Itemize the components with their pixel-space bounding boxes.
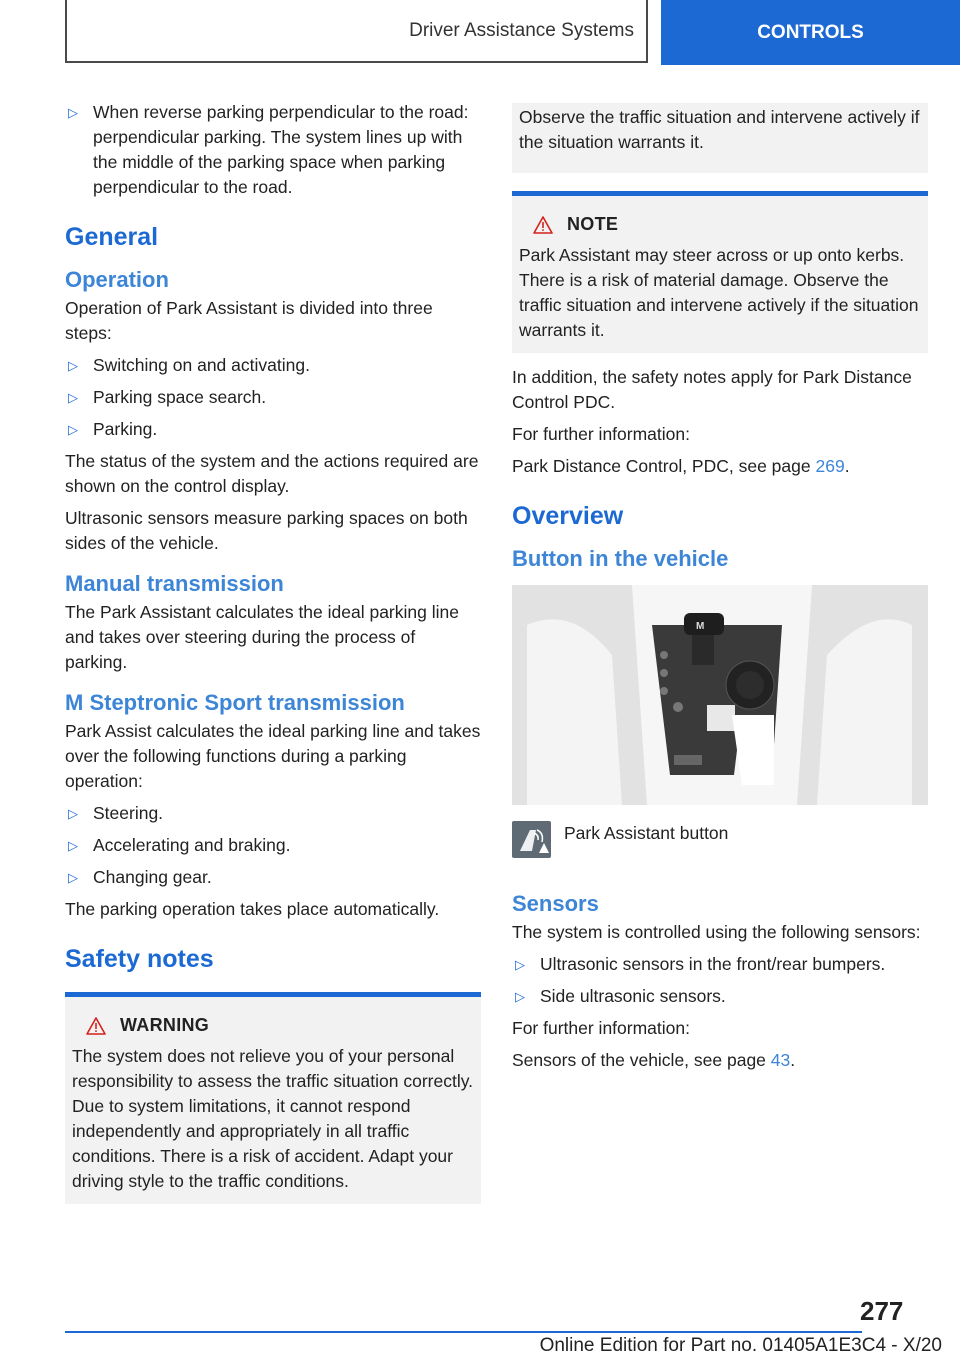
list-item (65, 801, 481, 826)
warning-triangle-icon (533, 216, 553, 234)
manual-text: The Park Assistant calculates the ideal parking line and takes over steering during the process of parking. (65, 602, 459, 672)
right-column (512, 103, 928, 1080)
pdc-reference (512, 454, 928, 479)
heading-safety-notes: Safety notes (65, 945, 214, 973)
park-assistant-icon (512, 821, 551, 858)
list-item-text: Steering. (93, 803, 164, 823)
heading-button-in-vehicle: Button in the vehicle (512, 546, 729, 571)
footer-edition: Online Edition for Part no. 01405A1E3C4 - X/20 (539, 1335, 942, 1356)
list-item (65, 353, 481, 378)
footer-divider (65, 1331, 862, 1333)
ultrasonic-text: Ultrasonic sensors measure parking spaces on both sides of the vehicle. (65, 508, 468, 553)
warning-text: The system does not relieve you of your personal responsibility to assess the traffic situation correctly. Due to system limitations, it cannot respond independently and appropriately in all traffic conditions. There is a risk of accident. Adapt your driving style to the traffic conditions. (72, 1046, 474, 1191)
triangle-bullet-icon: ▷ (68, 806, 78, 821)
heading-overview: Overview (512, 502, 624, 530)
page-number: 277 (860, 1296, 904, 1326)
pdc-page-link[interactable]: 269 (815, 456, 845, 476)
vehicle-console-image (512, 585, 928, 805)
list-item (65, 385, 481, 410)
heading-steptronic: M Steptronic Sport transmission (65, 690, 405, 715)
pdc-ref-suffix: . (844, 456, 850, 476)
triangle-bullet-icon: ▷ (68, 390, 78, 405)
status-text: The status of the system and the actions required are shown on the control display. (65, 451, 479, 496)
left-column (65, 100, 481, 1216)
warning-box (65, 992, 481, 1204)
pdc-text: In addition, the safety notes apply for Park Distance Control PDC. (512, 367, 912, 412)
triangle-bullet-icon: ▷ (515, 989, 525, 1004)
list-item (65, 417, 481, 442)
triangle-bullet-icon: ▷ (68, 358, 78, 373)
heading-manual-transmission: Manual transmission (65, 571, 284, 596)
button-caption: Park Assistant button (564, 823, 729, 843)
steptronic-list (65, 801, 481, 890)
list-item-text: Side ultrasonic sensors. (540, 986, 726, 1006)
heading-general: General (65, 223, 159, 251)
list-item-text: Ultrasonic sensors in the front/rear bumpers. (540, 954, 886, 974)
warning-title: WARNING (120, 1015, 210, 1035)
operation-text: Operation of Park Assistant is divided into three steps: (65, 298, 433, 343)
auto-text: The parking operation takes place automatically. (65, 899, 440, 919)
header-section-title (65, 0, 648, 63)
triangle-bullet-icon: ▷ (515, 957, 525, 972)
park-assistant-button-row (512, 821, 928, 858)
list-item-text: When reverse parking perpendicular to the road: perpendicular parking. The system lines up with the middle of the parking space when parking perpendicular to the road. (93, 102, 469, 197)
triangle-bullet-icon: ▷ (68, 422, 78, 437)
observe-box (512, 103, 928, 173)
list-item-text: Parking. (93, 419, 158, 439)
warning-triangle-icon (86, 1017, 106, 1035)
note-text: Park Assistant may steer across or up onto kerbs. There is a risk of material damage. Observe the traffic situation and intervene actively if the situation warrants it. (519, 245, 919, 340)
warning-header (86, 1013, 474, 1038)
list-item (512, 984, 928, 1009)
further-info-label-2: For further information: (512, 1018, 690, 1038)
list-item-text: Parking space search. (93, 387, 267, 407)
sensors-ref-suffix: . (790, 1050, 796, 1070)
list-item (65, 865, 481, 890)
header-chapter-label: CONTROLS (757, 21, 864, 43)
note-header (533, 212, 921, 237)
triangle-bullet-icon: ▷ (68, 838, 78, 853)
sensors-reference (512, 1048, 928, 1073)
intro-list (65, 100, 481, 200)
triangle-bullet-icon: ▷ (68, 870, 78, 885)
heading-operation: Operation (65, 267, 169, 292)
further-info-label: For further information: (512, 424, 690, 444)
pdc-ref-prefix: Park Distance Control, PDC, see page (512, 456, 816, 476)
note-title: NOTE (567, 214, 619, 234)
sensors-page-link[interactable]: 43 (770, 1050, 791, 1070)
svg-text:M: M (696, 621, 705, 632)
steptronic-text: Park Assist calculates the ideal parking line and takes over the following functions during a parking operation: (65, 721, 481, 791)
sensors-text: The system is controlled using the following sensors: (512, 922, 921, 942)
list-item (65, 833, 481, 858)
operation-steps-list (65, 353, 481, 442)
sensors-list (512, 952, 928, 1009)
list-item (512, 952, 928, 977)
sensors-ref-prefix: Sensors of the vehicle, see page (512, 1050, 771, 1070)
header-section-label: Driver Assistance Systems (409, 19, 634, 41)
list-item-text: Changing gear. (93, 867, 212, 887)
header-chapter-tab[interactable] (661, 0, 960, 65)
list-item-text: Switching on and activating. (93, 355, 310, 375)
observe-text: Observe the traffic situation and intervene actively if the situation warrants it. (519, 107, 920, 152)
triangle-bullet-icon: ▷ (68, 105, 78, 120)
list-item-text: Accelerating and braking. (93, 835, 291, 855)
list-item (65, 100, 481, 200)
heading-sensors: Sensors (512, 891, 599, 916)
note-box (512, 191, 928, 353)
